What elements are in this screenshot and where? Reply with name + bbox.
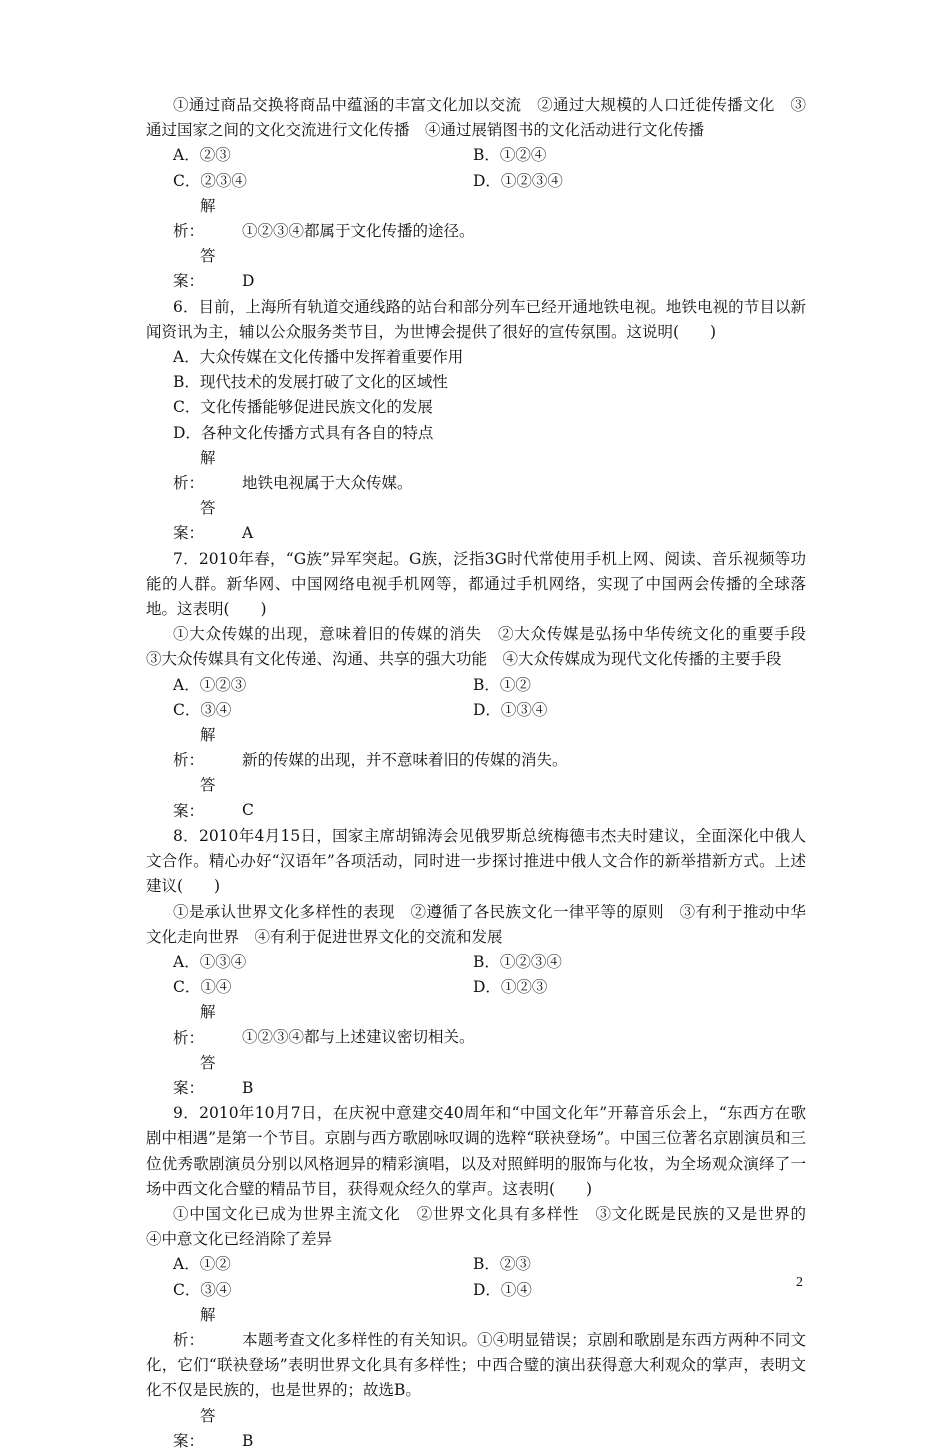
q7-answer — [146, 773, 806, 823]
q6-answer — [146, 496, 806, 546]
q6-choice-a: A．大众传媒在文化传播中发挥着重要作用 — [173, 348, 464, 367]
q9-choice-a: A．①② — [173, 1255, 231, 1274]
q6-analysis — [146, 446, 806, 496]
q9-choice-c: C．③④ — [173, 1280, 232, 1299]
analysis-label: 解析： — [173, 448, 216, 493]
q8-analysis-text: ①②③④都与上述建议密切相关。 — [242, 1028, 475, 1047]
q6-choice-d: D．各种文化传播方式具有各自的特点 — [173, 423, 434, 442]
q7-stem: 7．2010年春，“G族”异军突起。G族，泛指3G时代常使用手机上网、阅读、音乐视频等功能的人群。新华网、中国网络电视手机网等，都通过手机网络，实现了中国两会传播的全球落地。这表明( ) — [146, 549, 806, 619]
q5-choice-a: A．②③ — [173, 146, 231, 165]
q7-analysis — [146, 723, 806, 773]
q8-choice-b: B．①②③④ — [473, 952, 562, 971]
answer-label: 答案： — [173, 499, 216, 543]
q8-answer — [146, 1051, 806, 1101]
q7-choice-row — [146, 673, 806, 698]
q5-analysis-text: ①②③④都属于文化传播的途径。 — [242, 222, 475, 241]
q7-analysis-text: 新的传媒的出现，并不意味着旧的传媒的消失。 — [242, 751, 568, 770]
q6-choice-b: B．现代技术的发展打破了文化的区域性 — [173, 373, 448, 392]
q9-choice-row — [146, 1252, 806, 1277]
q8-stem: 8．2010年4月15日，国家主席胡锦涛会见俄罗斯总统梅德韦杰夫时建议，全面深化中俄人文合作。精心办好“汉语年”各项活动，同时进一步探讨推进中俄人文合作的新举措新方式。上述建议( ) — [146, 826, 806, 896]
q9-analysis-text: 本题考查文化多样性的有关知识。①④明显错误；京剧和歌剧是东西方两种不同文化，它们“联袂登场”表明世界文化具有多样性；中西合璧的演出获得意大利观众的掌声，表明文化不仅是民族的，也是世界的；故选B。 — [146, 1330, 806, 1400]
q5-choice-c: C．②③④ — [173, 171, 247, 190]
q5-answer — [146, 244, 806, 294]
q7-choice-d: D．①③④ — [473, 700, 548, 719]
answer-label: 答案： — [173, 1053, 216, 1097]
q5-choice-d: D．①②③④ — [473, 171, 563, 190]
answer-label: 答案： — [173, 776, 216, 820]
q9-choice-row — [146, 1278, 806, 1303]
q9-answer-value: B — [242, 1431, 254, 1450]
q8-choice-row — [146, 950, 806, 975]
q9-answer — [146, 1404, 806, 1454]
q8-options-text: ①是承认世界文化多样性的表现 ②遵循了各民族文化一律平等的原则 ③有利于推动中华文化走向世界 ④有利于促进世界文化的交流和发展 — [146, 902, 806, 946]
q6-answer-value: A — [242, 524, 254, 543]
q7-answer-value: C — [242, 801, 254, 820]
q8-answer-value: B — [242, 1078, 254, 1097]
answer-label: 答案： — [173, 1406, 216, 1450]
q8-choice-row — [146, 975, 806, 1000]
answer-label: 答案： — [173, 247, 216, 291]
analysis-label: 解析： — [173, 726, 216, 770]
q5-choice-b: B．①②④ — [473, 146, 547, 165]
q5-analysis — [146, 194, 806, 244]
q9-options-text: ①中国文化已成为世界主流文化 ②世界文化具有多样性 ③文化既是民族的又是世界的 ④中意文化已经消除了差异 — [146, 1204, 822, 1249]
q9-stem: 9．2010年10月7日，在庆祝中意建交40周年和“中国文化年”开幕音乐会上，“东西方在歌剧中相遇”是第一个节目。京剧与西方歌剧咏叹调的选粹“联袂登场”。中国三位著名京剧演员和三位优秀歌剧演员分别以风格迥异的精彩演唱，以及对照鲜明的服饰与化妆，为全场观众演绎了一场中西文化合璧的精品节目，获得观众经久的掌声。这表明( ) — [146, 1104, 806, 1198]
q8-analysis — [146, 1000, 806, 1050]
q7-options-text: ①大众传媒的出现，意味着旧的传媒的消失 ②大众传媒是弘扬中华传统文化的重要手段 ③大众传媒具有文化传递、沟通、共享的强大功能 ④大众传媒成为现代文化传播的主要手段 — [146, 625, 822, 669]
q6-analysis-text: 地铁电视属于大众传媒。 — [242, 474, 413, 493]
q8-choice-a: A．①③④ — [173, 952, 247, 971]
analysis-label: 解析： — [173, 196, 216, 241]
q8-choice-d: D．①②③ — [473, 978, 548, 997]
analysis-label: 解析： — [173, 1003, 216, 1047]
q7-choice-b: B．①② — [473, 675, 531, 694]
q9-choice-d: D．①④ — [473, 1280, 532, 1299]
page-number: 2 — [796, 1275, 803, 1290]
q9-choice-b: B．②③ — [473, 1255, 531, 1274]
q5-options-text: ①通过商品交换将商品中蕴涵的丰富文化加以交流 ②通过大规模的人口迁徙传播文化 ③通过国家之间的文化交流进行文化传播 ④通过展销图书的文化活动进行文化传播 — [146, 96, 806, 140]
q7-choice-c: C．③④ — [173, 700, 232, 719]
q6-choice-c: C．文化传播能够促进民族文化的发展 — [173, 398, 433, 417]
q8-choice-c: C．①④ — [173, 978, 232, 997]
q5-choice-row — [146, 143, 806, 168]
q6-stem: 6．目前，上海所有轨道交通线路的站台和部分列车已经开通地铁电视。地铁电视的节目以新闻资讯为主，辅以公众服务类节目，为世博会提供了很好的宣传氛围。这说明( ) — [146, 297, 806, 341]
q9-analysis — [146, 1303, 806, 1404]
document-page — [146, 93, 822, 1454]
analysis-label: 解析： — [173, 1305, 216, 1349]
q5-answer-value: D — [242, 272, 255, 291]
q7-choice-row — [146, 698, 806, 723]
q5-choice-row — [146, 169, 806, 194]
q7-choice-a: A．①②③ — [173, 675, 247, 694]
